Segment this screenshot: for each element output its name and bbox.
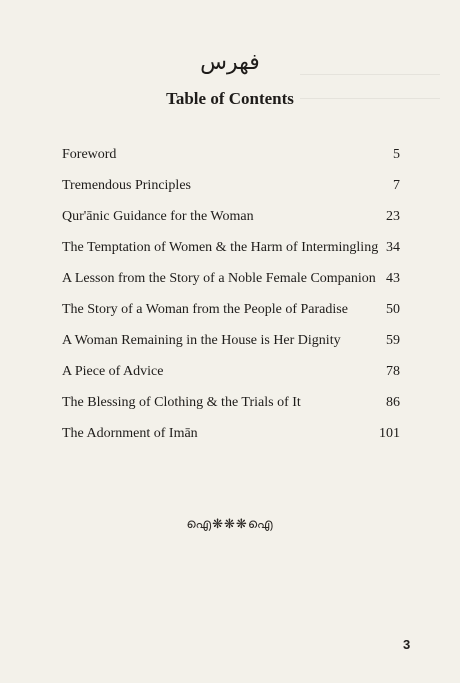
toc-entry-title: Foreword: [62, 147, 117, 162]
toc-entry-page: 5: [393, 147, 400, 162]
toc-entry: [62, 333, 400, 364]
toc-entry-title: The Adornment of Imān: [62, 426, 198, 441]
arabic-heading: فهرس: [200, 50, 260, 75]
toc-entry: [62, 426, 400, 457]
toc-entry-page: 59: [386, 333, 400, 348]
toc-entry-title: The Blessing of Clothing & the Trials of It: [62, 395, 301, 410]
toc-entry-title: A Piece of Advice: [62, 364, 164, 379]
ornament-divider: ഐ❋❋❋ഐ: [186, 517, 274, 532]
toc-entry-title: Qur'ānic Guidance for the Woman: [62, 209, 254, 224]
page-number: 3: [403, 637, 411, 652]
toc-entry-page: 78: [386, 364, 400, 379]
toc-entry: [62, 147, 400, 178]
toc-entry-page: 23: [386, 209, 400, 224]
toc-entry-page: 86: [386, 395, 400, 410]
toc-entry: [62, 178, 400, 209]
toc-entry-title: The Temptation of Women & the Harm of Intermingling: [62, 240, 379, 255]
toc-entry-title: A Woman Remaining in the House is Her Dignity: [62, 333, 341, 348]
toc-entry: [62, 302, 400, 333]
toc-entry: [62, 209, 400, 240]
toc-entry-page: 43: [386, 271, 400, 286]
toc-entry-page: 7: [393, 178, 400, 193]
toc-entry-title: Tremendous Principles: [62, 178, 191, 193]
toc-entry-page: 101: [379, 426, 400, 441]
toc-entry-title: The Story of a Woman from the People of Paradise: [62, 302, 348, 317]
toc-entry: [62, 364, 400, 395]
toc-entry-title: A Lesson from the Story of a Noble Female Companion: [62, 271, 376, 286]
toc-entry-page: 34: [386, 240, 400, 255]
toc-entry: [62, 240, 400, 271]
toc-entry: [62, 271, 400, 302]
table-of-contents: [62, 147, 400, 457]
toc-entry-page: 50: [386, 302, 400, 317]
page-title: Table of Contents: [166, 89, 294, 108]
toc-entry: [62, 395, 400, 426]
